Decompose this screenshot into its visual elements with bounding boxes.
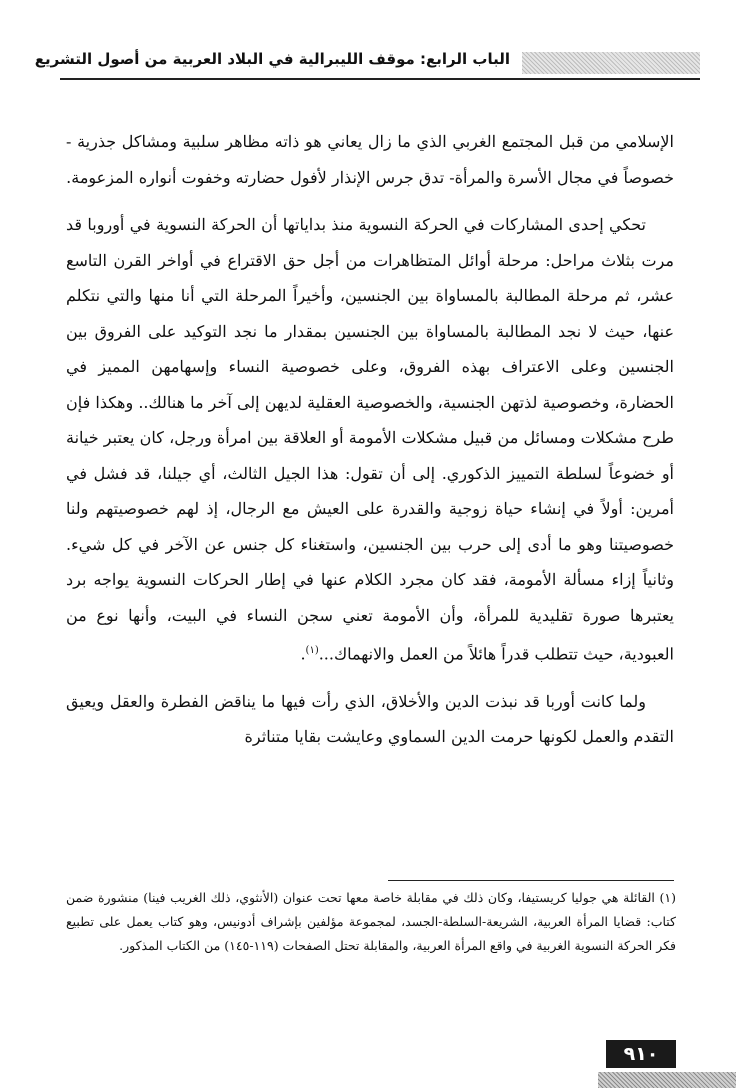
footnote-separator [388,880,674,881]
header-decoration [522,52,700,74]
page-number: ٩١٠ [606,1040,676,1068]
footnote-marker: (١) [305,645,319,656]
paragraph-end: . [300,644,306,664]
running-header [34,44,700,80]
footnote: (١) القائلة هي جوليا كريستيفا، وكان ذلك في مقابلة خاصة معها تحت عنوان (الأنثوي، ذلك الغريب فينا) منشورة ضمن كتاب: قضايا المرأة العربية، الشريعة-السلطة-الجسد، لمجموعة مؤلفين بإشراف أدونيس، وهو كتاب يعمل على تطبيع فكر الحركة النسوية الغربية في واقع المرأة العربية، والمقابلة تحتل الصفحات (١١٩-١٤٥) من الكتاب المذكور. [66,890,676,953]
paragraph: ولما كانت أوربا قد نبذت الدين والأخلاق، الذي رأت فيها ما يناقض الفطرة والعقل ويعيق التقدم والعمل لكونها حرمت الدين السماوي وعايشت بقايا متناثرة [66,691,674,747]
body-text [66,124,674,755]
paragraph-text: تحكي إحدى المشاركات في الحركة النسوية منذ بداياتها أن الحركة النسوية في أوروبا قد مرت بثلاث مراحل: مرحلة أوائل المتظاهرات من أجل حق الاقتراع في أواخر القرن التاسع عشر، ثم مرحلة المطالبة بالمساواة بين الجنسين، وأخيراً المرحلة التي أنا منها والتي نتكلم عنها، حيث لا نجد المطالبة بالمساواة بين الجنسين بمقدار ما نجد التوكيد على الفروق بين الجنسين وعلى الاعتراف بهذه الفروق، وعلى خصوصية النساء وإسهامهن المميز في الحضارة، وخصوصية لذتهن الجنسية، والخصوصية العقلية لديهن إلى آخر ما هنالك.. وهكذا فإن طرح مشكلات ومسائل من قبيل مشكلات الأمومة أو العلاقة بين امرأة ورجل، كان يعتبر خيانة أو خضوعاً لسلطة التمييز الذكوري. إلى أن تقول: هذا الجيل الثالث، أي جيلنا، قد فشل في أمرين: أولاً في إنشاء حياة زوجية والقدرة على العيش مع الرجال، إذ لهم خصوصيتهم ولنا خصوصيتنا وهو ما أدى إلى حرب بين الجنسين، واستغناء كل جنس عن الآخر في كل شيء. وثانياً إزاء مسألة الأمومة، فقد كان مجرد الكلام عنها في إطار الحركات النسوية يواجه برد يعتبرها صورة تقليدية للمرأة، وأن الأمومة تعني سجن النساء في البيت، وأنها نوع من العبودية، حيث تتطلب قدراً هائلاً من العمل والانهماك... [66,215,675,664]
footnotes [66,886,676,958]
paragraph [66,207,674,672]
footer-decoration [598,1072,736,1088]
chapter-title: الباب الرابع: موقف الليبرالية في البلاد العربية من أصول التشريع [34,50,510,68]
paragraph: الإسلامي من قبل المجتمع الغربي الذي ما زال يعاني هو ذاته مظاهر سلبية ومشاكل جذرية - خصوصاً في مجال الأسرة والمرأة- تدق جرس الإنذار لأفول حضارته وخفوت أنواره المزعومة. [66,132,674,187]
header-rule [60,78,700,80]
